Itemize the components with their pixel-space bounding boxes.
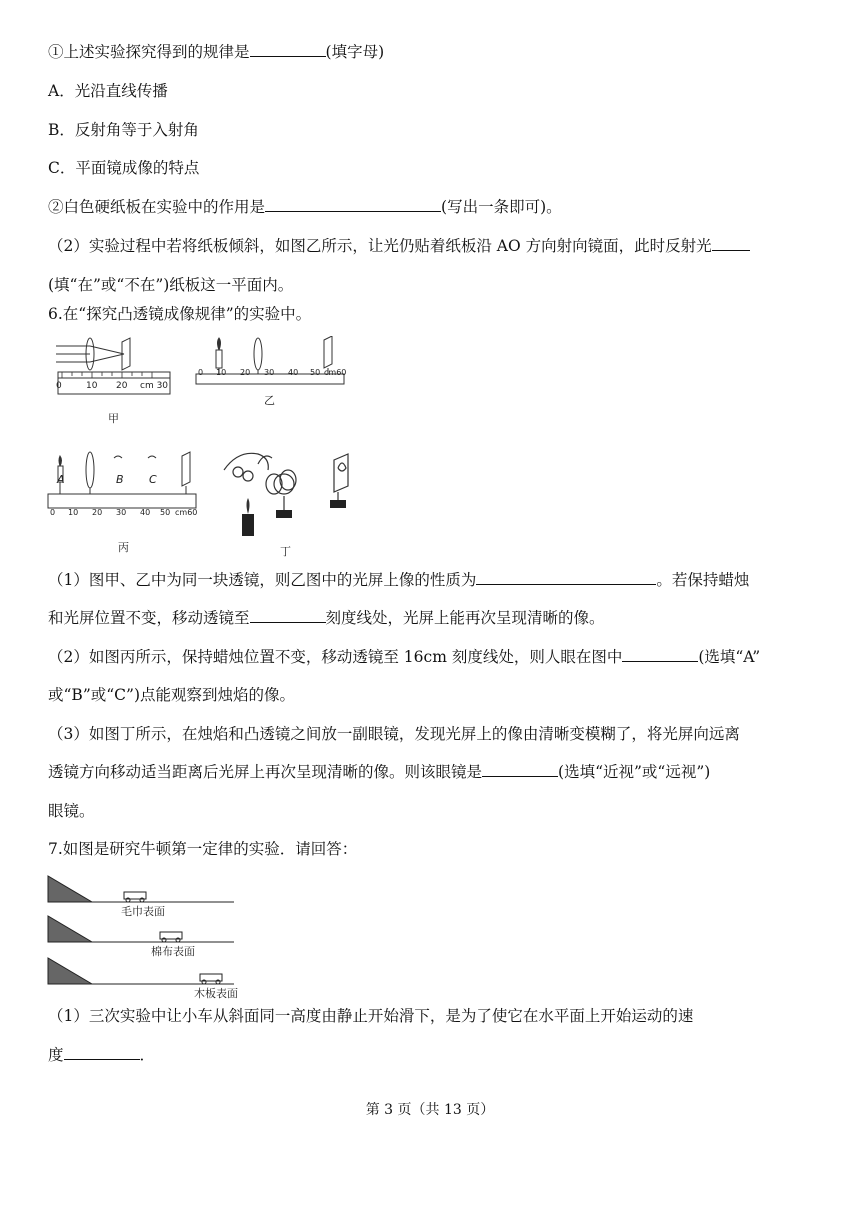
q7-title: 7.如图是研究牛顿第一定律的实验．请回答： bbox=[48, 840, 358, 858]
ruler3-tick: cm60 bbox=[175, 508, 198, 517]
ruler2-tick: 30 bbox=[264, 368, 275, 377]
ruler1-tick: 0 bbox=[56, 381, 62, 391]
figure-jia-label: 甲 bbox=[108, 412, 119, 425]
q6-part1-line2: 和光屏位置不变，移动透镜至 刻度线处，光屏上能再次呈现清晰的像。 bbox=[48, 609, 605, 627]
surface-cotton-label: 棉布表面 bbox=[151, 945, 195, 958]
ruler2-tick: cm60 bbox=[324, 368, 347, 377]
figure-yi-label: 乙 bbox=[264, 394, 275, 407]
q6-part2-line2: 或“B”或“C”)点能观察到烛焰的像。 bbox=[48, 686, 295, 704]
ruler3-tick: 0 bbox=[50, 508, 56, 517]
answer-blank[interactable] bbox=[265, 196, 441, 212]
q6-part3-line1: （3）如图丁所示，在烛焰和凸透镜之间放一副眼镜，发现光屏上的像由清晰变模糊了，将光屏向远离 bbox=[48, 725, 740, 743]
answer-blank[interactable] bbox=[250, 607, 326, 623]
q5-line1: ①上述实验探究得到的规律是 (填字母) bbox=[48, 43, 385, 61]
q6-part2-line1: （2）如图丙所示，保持蜡烛位置不变，移动透镜至 16cm 刻度线处，则人眼在图中 (选填“A” bbox=[48, 648, 761, 666]
ruler3-tick: 20 bbox=[92, 508, 103, 517]
answer-blank[interactable] bbox=[622, 646, 698, 662]
q5-part2-line2: (填“在”或“不在”)纸板这一平面内。 bbox=[48, 276, 294, 294]
q6-title: 6.在“探究凸透镜成像规律”的实验中。 bbox=[48, 305, 312, 323]
figure-yi-diagram bbox=[192, 336, 348, 386]
figure-ding-label: 丁 bbox=[280, 545, 291, 558]
ruler3-tick: 30 bbox=[116, 508, 127, 517]
answer-blank[interactable] bbox=[64, 1044, 140, 1060]
ruler1-tick: 10 bbox=[86, 381, 98, 391]
q6-part3-line2: 透镜方向移动适当距离后光屏上再次呈现清晰的像。则该眼镜是 (选填“近视”或“远视”) bbox=[48, 763, 711, 781]
q7-part1-line1: （1）三次实验中让小车从斜面同一高度由静止开始滑下，是为了使它在水平面上开始运动的速 bbox=[48, 1007, 694, 1025]
ruler3-tick: 50 bbox=[160, 508, 171, 517]
figure-newton-carts bbox=[46, 872, 238, 1000]
ruler1-tick: cm 30 bbox=[140, 381, 169, 391]
answer-blank[interactable] bbox=[482, 761, 558, 777]
point-a-label: A bbox=[57, 473, 65, 486]
answer-blank[interactable] bbox=[712, 235, 750, 251]
q5-part2-line1: （2）实验过程中若将纸板倾斜，如图乙所示，让光仍贴着纸板沿 AO 方向射向镜面，此时反射光 bbox=[48, 235, 750, 257]
q6-part1-line1: （1）图甲、乙中为同一块透镜，则乙图中的光屏上像的性质为 。若保持蜡烛 bbox=[48, 571, 750, 589]
ruler2-tick: 50 bbox=[310, 368, 321, 377]
point-b-label: B bbox=[116, 473, 124, 486]
surface-towel-label: 毛巾表面 bbox=[121, 905, 165, 918]
ruler1-tick: 20 bbox=[116, 381, 128, 391]
point-c-label: C bbox=[149, 473, 157, 486]
option-b: B．反射角等于入射角 bbox=[48, 121, 199, 139]
q5-line2: ②白色硬纸板在实验中的作用是 (写出一条即可)。 bbox=[48, 198, 562, 216]
ruler2-tick: 10 bbox=[216, 368, 227, 377]
surface-wood-label: 木板表面 bbox=[194, 987, 238, 1000]
figure-bing-label: 丙 bbox=[118, 541, 129, 554]
ruler3-tick: 40 bbox=[140, 508, 151, 517]
q7-part1-line2: 度 ． bbox=[48, 1046, 156, 1064]
answer-blank[interactable] bbox=[476, 569, 656, 585]
ruler2-tick: 0 bbox=[198, 368, 204, 377]
figure-ding-diagram bbox=[218, 440, 358, 540]
page-footer: 第 3 页（共 13 页） bbox=[365, 1102, 495, 1118]
ruler3-tick: 10 bbox=[68, 508, 79, 517]
option-a: A．光沿直线传播 bbox=[48, 82, 168, 100]
q6-part3-line3: 眼镜。 bbox=[48, 802, 95, 820]
ruler2-tick: 20 bbox=[240, 368, 251, 377]
ruler2-tick: 40 bbox=[288, 368, 299, 377]
answer-blank[interactable] bbox=[250, 41, 326, 57]
option-c: C．平面镜成像的特点 bbox=[48, 159, 200, 177]
